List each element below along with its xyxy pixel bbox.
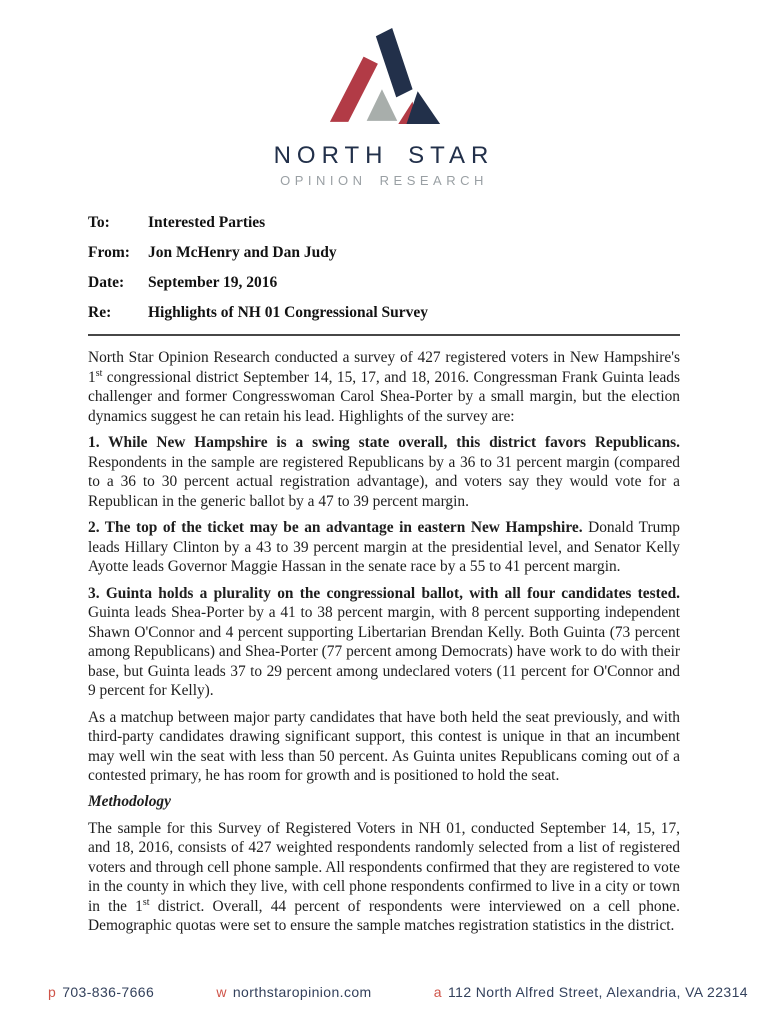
superscript-ordinal: st [142, 896, 150, 908]
paragraph-text: Respondents in the sample are registered Republicans by a 36 to 31 percent margin (compared to a 36 to 30 percent actual registration advantage), and voters say they would vote for a Republican in the generic ballot by a 47 to 39 percent margin. [88, 453, 680, 510]
memo-value: Highlights of NH 01 Congressional Survey [148, 304, 429, 321]
point-lead: 2. The top of the ticket may be an advantage in eastern New Hampshire. [88, 519, 583, 536]
divider-rule [88, 334, 680, 336]
point-paragraph-3 [88, 584, 680, 701]
north-star-logo [0, 0, 768, 188]
brand-tagline: OPINION RESEARCH [280, 173, 488, 188]
point-paragraph-1 [88, 433, 680, 511]
paragraph-text: district. Overall, 44 percent of respondents were interviewed on a cell phone. Demographic quotas were set to ensure the sample matches registration statistics in the district. [88, 897, 680, 934]
superscript-ordinal: st [95, 367, 103, 379]
point-lead: 3. Guinta holds a plurality on the congressional ballot, with all four candidates tested. [88, 584, 680, 602]
page-footer [48, 984, 748, 1000]
logo-mountain-icon [326, 26, 442, 126]
intro-paragraph [88, 348, 680, 426]
footer-website [216, 984, 371, 1000]
memo-row-to [88, 214, 680, 232]
memo-header [88, 214, 680, 322]
point-paragraph-2 [88, 518, 680, 577]
memo-row-date [88, 274, 680, 292]
memo-label: Re: [88, 304, 112, 321]
address-prefix: a [433, 984, 442, 1000]
brand-name: NORTH STAR [273, 142, 495, 169]
website-prefix: w [216, 984, 227, 1000]
paragraph-text: North Star Opinion Research conducted a survey of 427 registered voters in New Hampshire's 1 [88, 349, 680, 386]
memo-label: Date: [88, 274, 125, 291]
paragraph-text: The sample for this Survey of Registered Voters in NH 01, conducted September 14, 15, 17, and 18, 2016, consists of 427 weighted respondents randomly selected from a list of registered voters and through cell phone sample. All respondents confirmed that they are registered to vote in the county in which they live, with cell phone respondents confirmed to live in a city or town in the 1 [88, 819, 680, 915]
footer-address [434, 984, 748, 1000]
methodology-heading: Methodology [88, 792, 171, 810]
point-lead: 1. While New Hampshire is a swing state overall, this district favors Republicans. [88, 434, 680, 451]
memo-label: From: [88, 244, 130, 261]
paragraph-text: congressional district September 14, 15, 17, and 18, 2016. Congressman Frank Guinta leads challenger and former Congresswoman Carol Shea-Porter by a small margin, but the election dynamics suggest he can retain his lead. Highlights of the survey are: [88, 368, 680, 425]
footer-phone [48, 984, 154, 1000]
memo-value: Interested Parties [148, 214, 266, 231]
memo-row-re [88, 304, 680, 322]
memo-label: To: [88, 214, 110, 231]
memo-content [88, 214, 680, 936]
memo-value: Jon McHenry and Dan Judy [148, 244, 337, 261]
methodology-paragraph [88, 819, 680, 936]
phone-number: 703-836-7666 [62, 984, 155, 1000]
address-text: 112 North Alfred Street, Alexandria, VA 22314 [447, 984, 748, 1000]
memo-value: September 19, 2016 [148, 274, 278, 291]
website-url: northstaropinion.com [232, 984, 372, 1000]
closing-paragraph: As a matchup between major party candidates that have both held the seat previously, and with third-party candidates drawing significant support, this contest is unique in that an incumbent may well win the seat with less than 50 percent. As Guinta unites Republicans coming out of a contested primary, he has room for growth and is positioned to hold the seat. [88, 708, 680, 784]
phone-prefix: p [48, 984, 57, 1000]
memo-row-from [88, 244, 680, 262]
paragraph-text: Donald Trump leads Hillary Clinton by a 43 to 39 percent margin at the presidential level, and Senator Kelly Ayotte leads Governor Maggie Hassan in the senate race by a 55 to 41 percent margin. [88, 519, 680, 575]
paragraph-text: Guinta leads Shea-Porter by a 41 to 38 percent margin, with 8 percent supporting independent Shawn O'Connor and 4 percent supporting Libertarian Brendan Kelly. Both Guinta (73 percent among Republicans) and Shea-Porter (77 percent among Democrats) have work to do with their base, but Guinta leads 37 to 29 percent among undeclared voters (11 percent for O'Connor and 9 percent for Kelly). [88, 604, 680, 699]
